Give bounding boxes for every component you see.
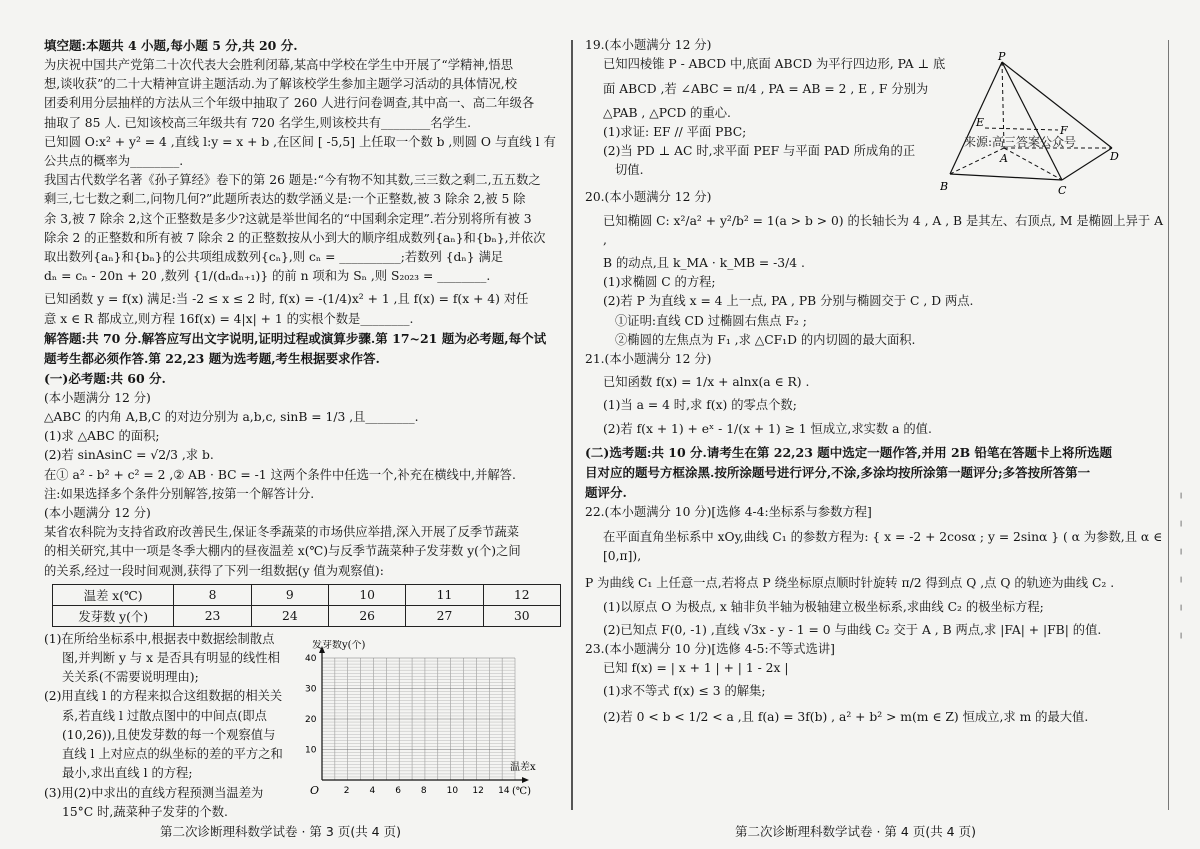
vertex-C: C — [1058, 184, 1067, 197]
question-23: 23.(本小题满分 10 分)[选修 4-5:不等式选讲] 已知 f(x) = | x + 1 | + | 1 - 2x | (1)求不等式 f(x) ≤ 3 的解集; (2)若 0 < b < 1/2 < a ,且 f(a) = 3f(b) , a² + b² > m(m ∈ Z) 恒成立,求 m 的最大值. — [585, 642, 1089, 724]
watermark-text: 来源:高三答案公众号 — [964, 135, 1077, 149]
question-19: 19.(本小题满分 12 分) 已知四棱锥 P - ABCD 中,底面 ABCD 为平行四边形, PA ⊥ 底 面 ABCD ,若 ∠ABC = π/4 , PA = AB = 2 , E , F 分别为 △PAB , △PCD 的重心. (1)求证: EF // 平面 PBC; (2)当 PD ⊥ AC 时,求平面 PEF 与平面 PAD 所成角的正 切值. — [585, 38, 946, 178]
edge-CD — [1062, 148, 1112, 180]
x-tick-label: 2 — [343, 786, 350, 796]
optional-header: (二)选考题:共 10 分.请考生在第 22,23 题中选定一题作答,并用 2B 铅笔在答题卡上将所选题 目对应的题号方框涂黑.按所涂题号进行评分,不涂,多涂均按所涂第一题评分;多答按所答第一 题评分. — [585, 444, 1113, 500]
pyramid-figure — [940, 52, 1120, 197]
right-page — [575, 0, 1200, 849]
y-tick-label: 30 — [305, 684, 317, 695]
question-13: 为庆祝中国共产党第二十次代表大会胜利闭幕,某高中学校在学生中开展了“学精神,悟思 想,谈收获”的二十大精神宣讲主题活动.为了解该校学生参加主题学习活动的具体情况,校 团委利用分层抽样的方法从三个年级中抽取了 260 人进行问卷调查,其中高一、高二年级各 抽取了 85 人. 已知该校高三年级共有 720 名学生,则该校共有________名学生. — [44, 58, 535, 130]
question-14: 已知圆 O:x² + y² = 4 ,直线 l:y = x + b ,在区间 [ -5,5] 上任取一个数 b ,则圆 O 与直线 l 有 公共点的概率为________. — [44, 134, 556, 169]
vertex-D: D — [1110, 150, 1119, 163]
question-16: 已知函数 y = f(x) 满足:当 -2 ≤ x ≤ 2 时, f(x) = -(1/4)x² + 1 ,且 f(x) = f(x + 4) 对任 意 x ∈ R 都成立,则方程 16f(x) = 4|x| + 1 的实根个数是________. — [44, 292, 529, 326]
scatter-axes-figure — [300, 640, 550, 800]
question-22: 22.(本小题满分 10 分)[选修 4-4:坐标系与参数方程] 在平面直角坐标系中 xOy,曲线 C₁ 的参数方程为: { x = -2 + 2cosα ; y = 2sinα } ( α 为参数,且 α ∈ [0,π]), P 为曲线 C₁ 上任意一点,若将点 P 绕坐标原点顺时针旋转 π/2 得到点 Q ,点 Q 的轨迹为曲线 C₂ . (1)以原点 O 为极点, x 轴非负半轴为极轴建立极坐标系,求曲线 C₂ 的极坐标方程; (2)已知点 F(0, -1) ,直线 √3x - y - 1 = 0 与曲线 C₂ 交于 A , B 两点,求 |FA| + |FB| 的值. — [585, 504, 1163, 637]
x-tick-label: 8 — [420, 786, 427, 796]
required-header: (一)必考题:共 60 分. — [44, 370, 166, 386]
x-tick-labels — [344, 786, 510, 796]
y-tick-label: 40 — [305, 654, 317, 664]
y-tick-labels — [305, 654, 317, 756]
x-tick-label: 10 — [446, 786, 459, 796]
x-tick-label: 12 — [472, 786, 484, 796]
edge-PC — [1002, 62, 1062, 180]
question-18: (本小题满分 12 分) 某省农科院为支持省政府改善民生,保证冬季蔬菜的市场供应举措,深入开展了反季节蔬菜 的相关研究,其中一项是冬季大棚内的昼夜温差 x(℃)与反季节蔬菜种子发芽数 y(个)之间 的关系,经过一段时间观测,获得了下列一组数据(y 值为观察值): 温差 x(℃) 8 9 10 11 12 发芽数 y(个) 23 24 26 27 30 (1)在所给坐标系中,根据表中数据绘制散点 图,并判断 y 与 x 是否具有明显的线性相 关关系(不需要说明理由); (2)用直线 l 的方程来拟合这组数据的相关关 系,若直线 l 过散点图中的中间点(即点 (10,26)),且使发芽数的每一个观察值与 直线 l 上对应点的纵坐标的差的平方之和 最小,求出直线 l 的方程; (3)用(2)中求出的直线方程预测当温差为 15°C 时,蔬菜种子发芽的个数. — [44, 504, 561, 822]
table-row: 发芽数 y(个) 23 24 26 27 30 — [53, 605, 561, 626]
question-15: 我国古代数学名著《孙子算经》卷下的第 26 题是:“今有物不知其数,三三数之剩二,五五数之 剩三,七七数之剩二,问物几何?”此题所表达的数学涵义是:一个正整数,被 3 除余 2,被 5 除 余 3,被 7 除余 2,这个正整数是多少?这就是举世闻名的“中国剩余定理”.若分别将所有被 3 除余 2 的正整数和所有被 7 除余 2 的正整数按从小到大的顺序组成数列{aₙ}和{bₙ},并依次 取出数列{aₙ}和{bₙ}的公共项组成数列{cₙ},则 cₙ = __________;若数列 {dₙ} 满足 dₙ = cₙ - 20n + 20 ,数列 {1/(dₙdₙ₊₁)} 的前 n 项和为 Sₙ ,则 S₂₀₂₃ = ________. — [44, 173, 546, 284]
margin-marks: ╷ ╷ ╷ ╷ ╷ ╷ — [1178, 488, 1185, 639]
x-tick-label: 4 — [369, 786, 376, 796]
vertex-P: P — [998, 52, 1006, 63]
segment-EF — [985, 128, 1058, 130]
y-axis-label: 发芽数y(个) — [312, 640, 366, 651]
question-17: (本小题满分 12 分) △ABC 的内角 A,B,C 的对边分别为 a,b,c, sinB = 1/3 ,且________. (1)求 △ABC 的面积; (2)若 sinAsinC = √2/3 ,求 b. 在① a² - b² + c² = 2 ,② AB · BC = -1 这两个条件中任选一个,补充在横线中,并解答. 注:如果选择多个条件分别解答,按第一个解答计分. — [44, 390, 516, 501]
x-axis-arrow-icon — [522, 777, 529, 783]
footer-left: 第二次诊断理科数学试卷 · 第 3 页(共 4 页) — [160, 824, 401, 839]
y-tick-label: 20 — [305, 715, 317, 725]
origin-label: O — [310, 784, 320, 797]
vertex-A: A — [1000, 152, 1008, 165]
question-18-parts: (1)在所给坐标系中,根据表中数据绘制散点 图,并判断 y 与 x 是否具有明显的线性相 关关系(不需要说明理由); (2)用直线 l 的方程来拟合这组数据的相关关 系,若直线 l 过散点图中的中间点(即点 (10,26)),且使发芽数的每一个观察值与 直线 l 上对应点的纵坐标的差的平方之和 最小,求出直线 l 的方程; (3)用(2)中求出的直线方程预测当温差为 15°C 时,蔬菜种子发芽的个数. — [44, 631, 283, 819]
x-axis-unit: (℃) — [512, 786, 531, 797]
point-F: F — [1060, 124, 1068, 137]
footer-right: 第二次诊断理科数学试卷 · 第 4 页(共 4 页) — [735, 824, 976, 839]
question-21: 21.(本小题满分 12 分) 已知函数 f(x) = 1/x + alnx(a ∈ R) . (1)当 a = 4 时,求 f(x) 的零点个数; (2)若 f(x + 1) + eˣ - 1/(x + 1) ≥ 1 恒成立,求实数 a 的值. — [585, 352, 932, 436]
x-axis-label: 温差x — [510, 762, 536, 773]
vertex-B: B — [940, 180, 949, 193]
edge-BC — [950, 174, 1062, 180]
table-row: 温差 x(℃) 8 9 10 11 12 — [53, 584, 561, 605]
x-tick-label: 14 — [498, 786, 510, 796]
data-table — [52, 584, 561, 627]
edge-AB — [950, 148, 1004, 174]
solve-header: 解答题:共 70 分.解答应写出文字说明,证明过程或演算步骤.第 17~21 题为必考题,每个试 题考生都必须作答.第 22,23 题为选考题,考生根据要求作答. — [44, 330, 547, 366]
point-E: E — [976, 116, 985, 129]
question-20: 20.(本小题满分 12 分) 已知椭圆 C: x²/a² + y²/b² = 1(a > b > 0) 的长轴长为 4 , A , B 是其左、右顶点, M 是椭圆上异于 A , B 的动点,且 k_MA · k_MB = -3/4 . (1)求椭圆 C 的方程; (2)若 P 为直线 x = 4 上一点, PA , PB 分别与椭圆交于 C , D 两点. ①证明:直线 CD 过椭圆右焦点 F₂ ; ②椭圆的左焦点为 F₁ ,求 △CF₁D 的内切圆的最大面积. — [585, 190, 1163, 347]
x-tick-label: 6 — [395, 786, 401, 796]
y-tick-label: 10 — [305, 745, 317, 756]
fill-blank-header: 填空题:本题共 4 小题,每小题 5 分,共 20 分. — [44, 38, 298, 53]
scatter-grid — [322, 658, 515, 780]
